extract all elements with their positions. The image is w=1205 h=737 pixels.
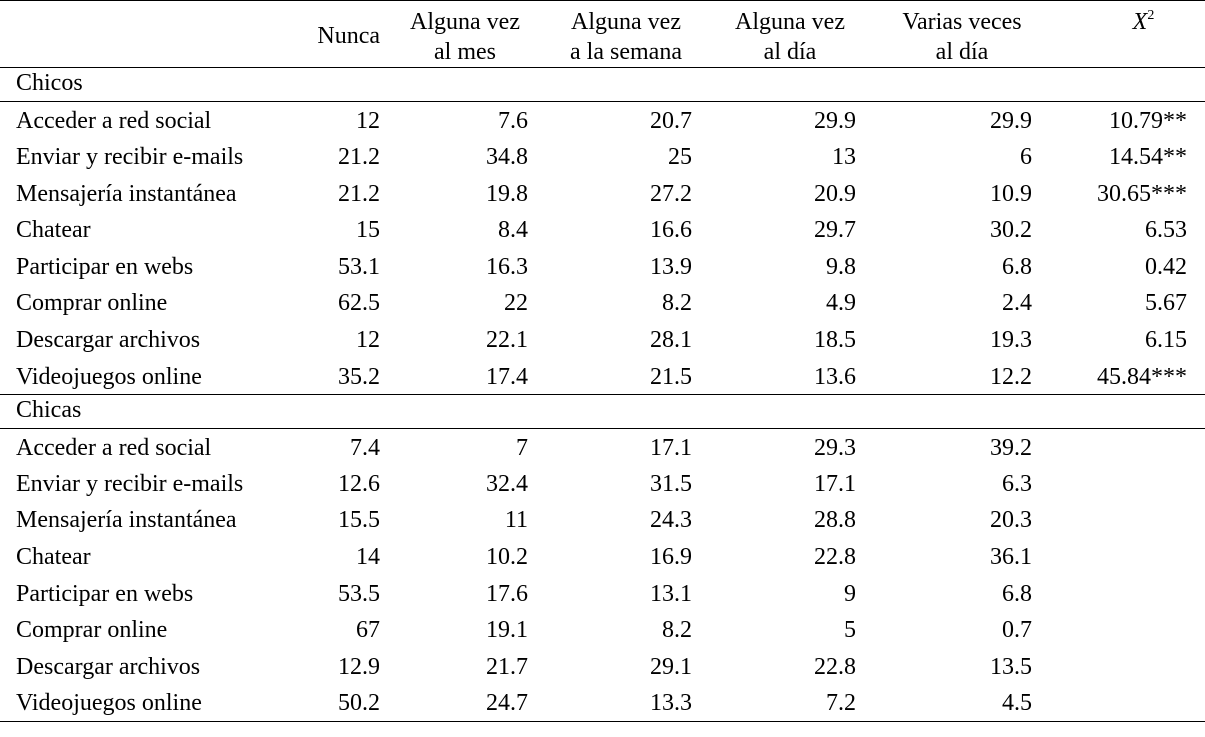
cell-mes: 10.2: [486, 544, 528, 571]
cell-nunca: 15.5: [338, 507, 380, 534]
cell-semana: 13.1: [650, 580, 692, 607]
table-row: [0, 321, 1205, 358]
cell-nunca: 62.5: [338, 290, 380, 317]
table-row: [0, 538, 1205, 575]
cell-chi-square: [1052, 648, 1205, 685]
cell-semana: 24.3: [650, 507, 692, 534]
group-title: Chicas: [16, 396, 82, 423]
cell-mes: 19.8: [486, 180, 528, 207]
cell-chi-square: [1052, 611, 1205, 648]
cell-nunca: 12.6: [338, 470, 380, 497]
cell-dia: 18.5: [814, 327, 856, 354]
cell-mes: 22.1: [486, 327, 528, 354]
header-semana-line1: Alguna vez: [571, 9, 681, 35]
cell-semana: 25: [668, 144, 692, 171]
cell-dia: 22.8: [814, 544, 856, 571]
cell-varias: 6.8: [1002, 580, 1032, 607]
table-row: [0, 465, 1205, 502]
cell-chi-square: [1052, 575, 1205, 612]
cell-semana: 20.7: [650, 108, 692, 134]
row-label: Descargar archivos: [16, 327, 201, 354]
header-dia-line1: Alguna vez: [735, 9, 845, 35]
cell-varias: 6.3: [1002, 470, 1032, 497]
cell-chi-square: [1052, 538, 1205, 575]
cell-varias: 2.4: [1002, 290, 1032, 317]
header-varias-line2: al día: [935, 39, 989, 65]
cell-chi-square: [1052, 684, 1205, 721]
cell-nunca: 14: [356, 544, 380, 571]
cell-semana: 16.6: [650, 217, 692, 244]
table-row: [0, 648, 1205, 685]
table-row: [0, 611, 1205, 648]
header-mes-line1: Alguna vez: [410, 9, 520, 35]
header-varias-veces-al-dia: [872, 1, 1052, 68]
table-row: [0, 211, 1205, 248]
cell-nunca: 12: [356, 108, 380, 134]
cell-chi-square: 14.54**: [1109, 144, 1187, 171]
cell-mes: 7: [516, 434, 528, 461]
header-alguna-vez-al-mes: [386, 1, 544, 68]
cell-nunca: 12.9: [338, 653, 380, 680]
cell-dia: 13.6: [814, 363, 856, 390]
cell-nunca: 21.2: [338, 144, 380, 171]
cell-semana: 31.5: [650, 470, 692, 497]
row-label: Videojuegos online: [16, 690, 202, 717]
cell-mes: 11: [504, 507, 528, 534]
cell-semana: 21.5: [650, 363, 692, 390]
cell-mes: 7.6: [498, 108, 528, 134]
cell-chi-square: [1052, 501, 1205, 538]
header-nunca: Nunca: [317, 23, 380, 49]
header-row: [0, 1, 1205, 68]
cell-dia: 4.9: [826, 290, 856, 317]
cell-varias: 6: [1020, 144, 1032, 171]
cell-nunca: 15: [356, 217, 380, 244]
cell-chi-square: 45.84***: [1097, 363, 1187, 390]
cell-nunca: 21.2: [338, 180, 380, 207]
row-label: Mensajería instantánea: [16, 507, 237, 534]
header-label-column: [0, 1, 290, 68]
cell-mes: 24.7: [486, 690, 528, 717]
cell-varias: 10.9: [990, 180, 1032, 207]
table-row: [0, 684, 1205, 721]
cell-nunca: 35.2: [338, 363, 380, 390]
header-alguna-vez-al-dia: [708, 1, 872, 68]
cell-dia: 29.3: [814, 434, 856, 461]
cell-dia: 13: [832, 144, 856, 171]
group-chicas: [0, 394, 1205, 721]
cell-chi-square: 30.65***: [1097, 180, 1187, 207]
cell-nunca: 50.2: [338, 690, 380, 717]
group-header-row: [0, 68, 1205, 102]
row-label: Participar en webs: [16, 253, 194, 280]
table-row: [0, 575, 1205, 612]
header-chi-square-superscript: 2: [1147, 8, 1155, 23]
table-header: [0, 1, 1205, 68]
header-chi-square: [1052, 1, 1205, 68]
cell-varias: 13.5: [990, 653, 1032, 680]
cell-varias: 39.2: [990, 434, 1032, 461]
cell-nunca: 53.5: [338, 580, 380, 607]
cell-dia: 20.9: [814, 180, 856, 207]
header-varias-line1: Varias veces: [902, 9, 1022, 35]
header-chi-square-symbol: X: [1132, 9, 1148, 35]
cell-varias: 29.9: [990, 108, 1032, 134]
table-row: [0, 102, 1205, 139]
cell-dia: 9: [844, 580, 856, 607]
table-row: [0, 284, 1205, 321]
cell-chi-square: [1052, 465, 1205, 502]
cell-varias: 12.2: [990, 363, 1032, 390]
cell-chi-square: 6.53: [1145, 217, 1187, 244]
cell-varias: 36.1: [990, 544, 1032, 571]
cell-varias: 20.3: [990, 507, 1032, 534]
cell-mes: 34.8: [486, 144, 528, 171]
cell-dia: 17.1: [814, 470, 856, 497]
table-row: [0, 138, 1205, 175]
cell-varias: 30.2: [990, 217, 1032, 244]
cell-mes: 8.4: [498, 217, 528, 244]
cell-chi-square: 5.67: [1145, 290, 1187, 317]
cell-semana: 27.2: [650, 180, 692, 207]
cell-nunca: 7.4: [350, 434, 380, 461]
cell-varias: 4.5: [1002, 690, 1032, 717]
cell-nunca: 67: [356, 617, 380, 644]
cell-varias: 6.8: [1002, 253, 1032, 280]
row-label: Enviar y recibir e-mails: [16, 470, 244, 497]
row-label: Chatear: [16, 544, 91, 571]
cell-dia: 9.8: [826, 253, 856, 280]
header-semana-line2: a la semana: [570, 39, 682, 65]
cell-semana: 13.9: [650, 253, 692, 280]
header-alguna-vez-a-la-semana: [544, 1, 708, 68]
cell-mes: 17.6: [486, 580, 528, 607]
cell-semana: 17.1: [650, 434, 692, 461]
table-row: [0, 501, 1205, 538]
cell-mes: 17.4: [486, 363, 528, 390]
cell-varias: 0.7: [1002, 617, 1032, 644]
cell-varias: 19.3: [990, 327, 1032, 354]
cell-semana: 8.2: [662, 290, 692, 317]
row-label: Mensajería instantánea: [16, 180, 237, 207]
row-label: Descargar archivos: [16, 653, 201, 680]
cell-dia: 22.8: [814, 653, 856, 680]
cell-semana: 8.2: [662, 617, 692, 644]
cell-dia: 29.9: [814, 108, 856, 134]
row-label: Enviar y recibir e-mails: [16, 144, 244, 171]
cell-semana: 16.9: [650, 544, 692, 571]
group-chicos: [0, 68, 1205, 395]
table-row: [0, 428, 1205, 465]
cell-nunca: 12: [356, 327, 380, 354]
table-row: [0, 358, 1205, 395]
cell-semana: 29.1: [650, 653, 692, 680]
cell-chi-square: 6.15: [1145, 327, 1187, 354]
cell-mes: 21.7: [486, 653, 528, 680]
group-title: Chicos: [16, 70, 83, 96]
cell-semana: 13.3: [650, 690, 692, 717]
cell-mes: 19.1: [486, 617, 528, 644]
cell-mes: 32.4: [486, 470, 528, 497]
cell-chi-square: 0.42: [1145, 253, 1187, 280]
row-label: Chatear: [16, 217, 91, 244]
table-row: [0, 248, 1205, 285]
table-row: [0, 175, 1205, 212]
row-label: Participar en webs: [16, 580, 194, 607]
cell-chi-square: 10.79**: [1109, 108, 1187, 134]
group-header-row: [0, 394, 1205, 428]
row-label: Videojuegos online: [16, 363, 202, 390]
cell-chi-square: [1052, 428, 1205, 465]
row-label: Acceder a red social: [16, 108, 212, 134]
cell-dia: 7.2: [826, 690, 856, 717]
row-label: Comprar online: [16, 290, 168, 317]
cell-dia: 5: [844, 617, 856, 644]
cell-dia: 28.8: [814, 507, 856, 534]
cell-mes: 16.3: [486, 253, 528, 280]
cell-nunca: 53.1: [338, 253, 380, 280]
cell-semana: 28.1: [650, 327, 692, 354]
row-label: Comprar online: [16, 617, 168, 644]
header-dia-line2: al día: [763, 39, 817, 65]
cell-dia: 29.7: [814, 217, 856, 244]
header-mes-line2: al mes: [434, 39, 496, 65]
cell-mes: 22: [504, 290, 528, 317]
row-label: Acceder a red social: [16, 434, 212, 461]
